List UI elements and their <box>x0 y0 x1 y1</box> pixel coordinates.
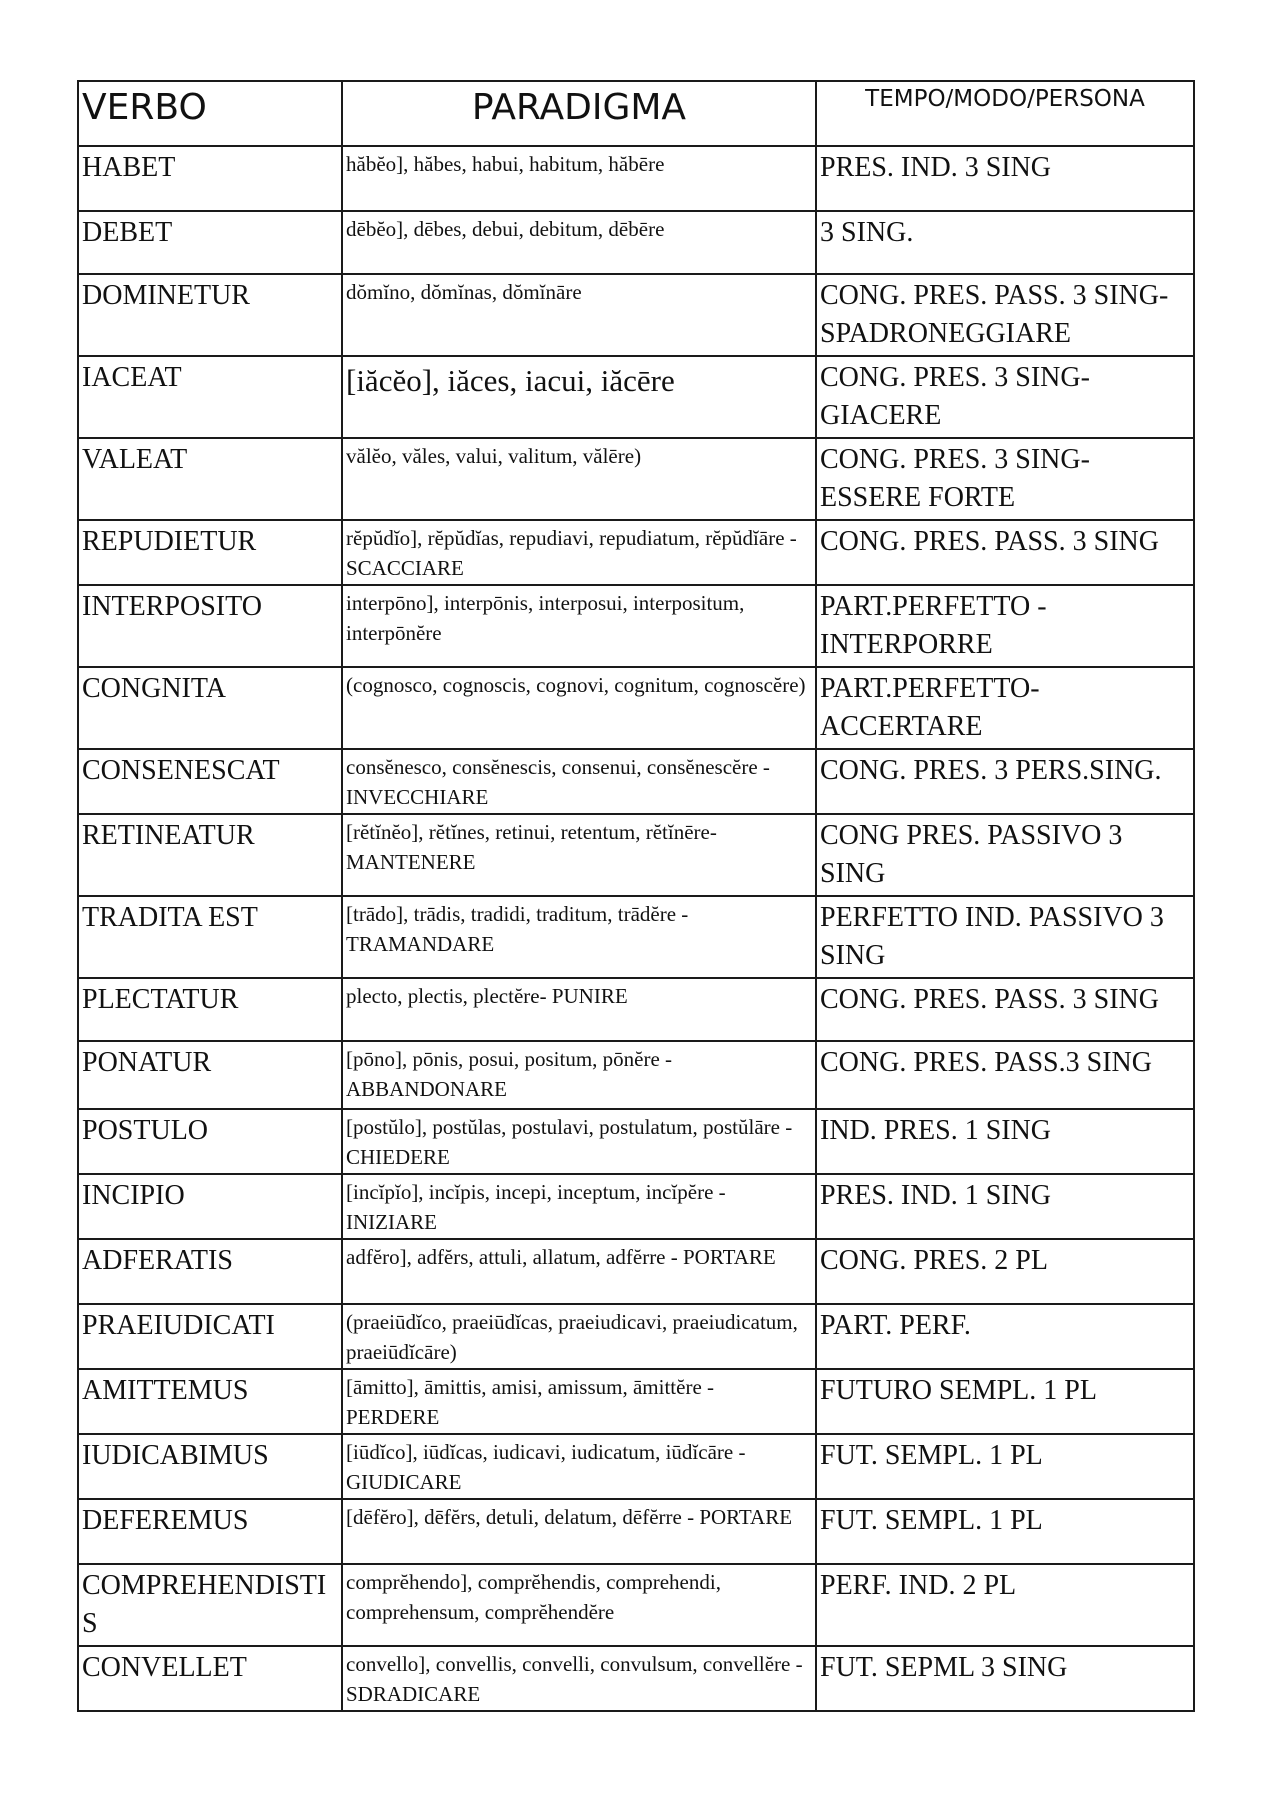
paradigma-cell: plecto, plectis, plectĕre- PUNIRE <box>342 978 816 1041</box>
paradigma-cell: [iūdĭco], iūdĭcas, iudicavi, iudicatum, iūdĭcāre - GIUDICARE <box>342 1434 816 1499</box>
paradigma-cell: comprĕhendo], comprĕhendis, comprehendi, comprehensum, comprĕhendĕre <box>342 1564 816 1646</box>
verbo-cell: PLECTATUR <box>78 978 342 1041</box>
tempo-cell: FUTURO SEMPL. 1 PL <box>816 1369 1194 1434</box>
verbo-cell: DOMINETUR <box>78 274 342 356</box>
verbo-cell: DEFEREMUS <box>78 1499 342 1564</box>
tempo-cell: FUT. SEMPL. 1 PL <box>816 1434 1194 1499</box>
verbo-cell: INTERPOSITO <box>78 585 342 667</box>
tempo-cell: CONG. PRES. 3 SING- ESSERE FORTE <box>816 438 1194 520</box>
table-row <box>78 814 1194 896</box>
table-row <box>78 1109 1194 1174</box>
header-paradigma: PARADIGMA <box>342 81 816 146</box>
verbo-cell: CONSENESCAT <box>78 749 342 814</box>
paradigma-cell: dēbĕo], dēbes, debui, debitum, dēbēre <box>342 211 816 274</box>
verbo-cell: HABET <box>78 146 342 211</box>
table-row <box>78 438 1194 520</box>
verbo-cell: REPUDIETUR <box>78 520 342 585</box>
tempo-cell: FUT. SEPML 3 SING <box>816 1646 1194 1711</box>
tempo-cell: PERF. IND. 2 PL <box>816 1564 1194 1646</box>
table-row <box>78 356 1194 438</box>
verb-table <box>77 80 1195 1712</box>
verbo-cell: DEBET <box>78 211 342 274</box>
table-row <box>78 1304 1194 1369</box>
table-row <box>78 211 1194 274</box>
table-row <box>78 1564 1194 1646</box>
tempo-cell: CONG PRES. PASSIVO 3 SING <box>816 814 1194 896</box>
verbo-cell: CONGNITA <box>78 667 342 749</box>
header-verbo: VERBO <box>78 81 342 146</box>
table-row <box>78 896 1194 978</box>
verbo-cell: CONVELLET <box>78 1646 342 1711</box>
verbo-cell: IUDICABIMUS <box>78 1434 342 1499</box>
tempo-cell: CONG. PRES. 2 PL <box>816 1239 1194 1304</box>
table-row <box>78 1369 1194 1434</box>
verbo-cell: IACEAT <box>78 356 342 438</box>
verbo-cell: PONATUR <box>78 1041 342 1109</box>
header-row <box>78 81 1194 146</box>
table-row <box>78 146 1194 211</box>
table-row <box>78 667 1194 749</box>
table-row <box>78 585 1194 667</box>
paradigma-cell: interpōno], interpōnis, interposui, interpositum, interpōnĕre <box>342 585 816 667</box>
verbo-cell: PRAEIUDICATI <box>78 1304 342 1369</box>
paradigma-cell: (praeiūdĭco, praeiūdĭcas, praeiudicavi, praeiudicatum, praeiūdĭcāre) <box>342 1304 816 1369</box>
verbo-cell: INCIPIO <box>78 1174 342 1239</box>
verbo-cell: ADFERATIS <box>78 1239 342 1304</box>
verbo-cell: VALEAT <box>78 438 342 520</box>
tempo-cell: PART. PERF. <box>816 1304 1194 1369</box>
tempo-cell: CONG. PRES. 3 PERS.SING. <box>816 749 1194 814</box>
table-row <box>78 1646 1194 1711</box>
paradigma-cell: [incĭpĭo], incĭpis, incepi, inceptum, incĭpĕre - INIZIARE <box>342 1174 816 1239</box>
table-row <box>78 274 1194 356</box>
table-row <box>78 1041 1194 1109</box>
paradigma-cell: convello], convellis, convelli, convulsum, convellĕre - SDRADICARE <box>342 1646 816 1711</box>
table-row <box>78 1239 1194 1304</box>
verbo-cell: COMPREHENDISTIS <box>78 1564 342 1646</box>
paradigma-cell: (cognosco, cognoscis, cognovi, cognitum, cognoscĕre) <box>342 667 816 749</box>
tempo-cell: PART.PERFETTO- ACCERTARE <box>816 667 1194 749</box>
header-tempo: TEMPO/MODO/PERSONA <box>816 81 1194 146</box>
table-row <box>78 1174 1194 1239</box>
tempo-cell: CONG. PRES. PASS. 3 SING <box>816 520 1194 585</box>
table-row <box>78 978 1194 1041</box>
tempo-cell: CONG. PRES. PASS.3 SING <box>816 1041 1194 1109</box>
paradigma-cell: [dēfĕro], dēfĕrs, detuli, delatum, dēfĕrre - PORTARE <box>342 1499 816 1564</box>
tempo-cell: IND. PRES. 1 SING <box>816 1109 1194 1174</box>
paradigma-cell: vălĕo, văles, valui, valitum, vălēre) <box>342 438 816 520</box>
tempo-cell: FUT. SEMPL. 1 PL <box>816 1499 1194 1564</box>
paradigma-cell: [iăcĕo], iăces, iacui, iăcēre <box>342 356 816 438</box>
verbo-cell: RETINEATUR <box>78 814 342 896</box>
table-row <box>78 1434 1194 1499</box>
tempo-cell: 3 SING. <box>816 211 1194 274</box>
table-row <box>78 749 1194 814</box>
verbo-cell: POSTULO <box>78 1109 342 1174</box>
paradigma-cell: adfĕro], adfĕrs, attuli, allatum, adfĕrre - PORTARE <box>342 1239 816 1304</box>
tempo-cell: PERFETTO IND. PASSIVO 3 SING <box>816 896 1194 978</box>
table-row <box>78 1499 1194 1564</box>
paradigma-cell: rĕpŭdĭo], rĕpŭdĭas, repudiavi, repudiatum, rĕpŭdĭāre - SCACCIARE <box>342 520 816 585</box>
paradigma-cell: [trādo], trādis, tradidi, traditum, trādĕre - TRAMANDARE <box>342 896 816 978</box>
tempo-cell: CONG. PRES. 3 SING- GIACERE <box>816 356 1194 438</box>
tempo-cell: PRES. IND. 1 SING <box>816 1174 1194 1239</box>
tempo-cell: PRES. IND. 3 SING <box>816 146 1194 211</box>
paradigma-cell: [pōno], pōnis, posui, positum, pōnĕre - ABBANDONARE <box>342 1041 816 1109</box>
paradigma-cell: consĕnesco, consĕnescis, consenui, consĕnescĕre - INVECCHIARE <box>342 749 816 814</box>
table-row <box>78 520 1194 585</box>
tempo-cell: PART.PERFETTO - INTERPORRE <box>816 585 1194 667</box>
paradigma-cell: hăbĕo], hăbes, habui, habitum, hăbēre <box>342 146 816 211</box>
verbo-cell: TRADITA EST <box>78 896 342 978</box>
paradigma-cell: [āmitto], āmittis, amisi, amissum, āmittĕre - PERDERE <box>342 1369 816 1434</box>
paradigma-cell: [rĕtĭnĕo], rĕtĭnes, retinui, retentum, rĕtĭnēre- MANTENERE <box>342 814 816 896</box>
tempo-cell: CONG. PRES. PASS. 3 SING- SPADRONEGGIARE <box>816 274 1194 356</box>
paradigma-cell: [postŭlo], postŭlas, postulavi, postulatum, postŭlāre - CHIEDERE <box>342 1109 816 1174</box>
paradigma-cell: dŏmĭno, dŏmĭnas, dŏmĭnāre <box>342 274 816 356</box>
tempo-cell: CONG. PRES. PASS. 3 SING <box>816 978 1194 1041</box>
verbo-cell: AMITTEMUS <box>78 1369 342 1434</box>
